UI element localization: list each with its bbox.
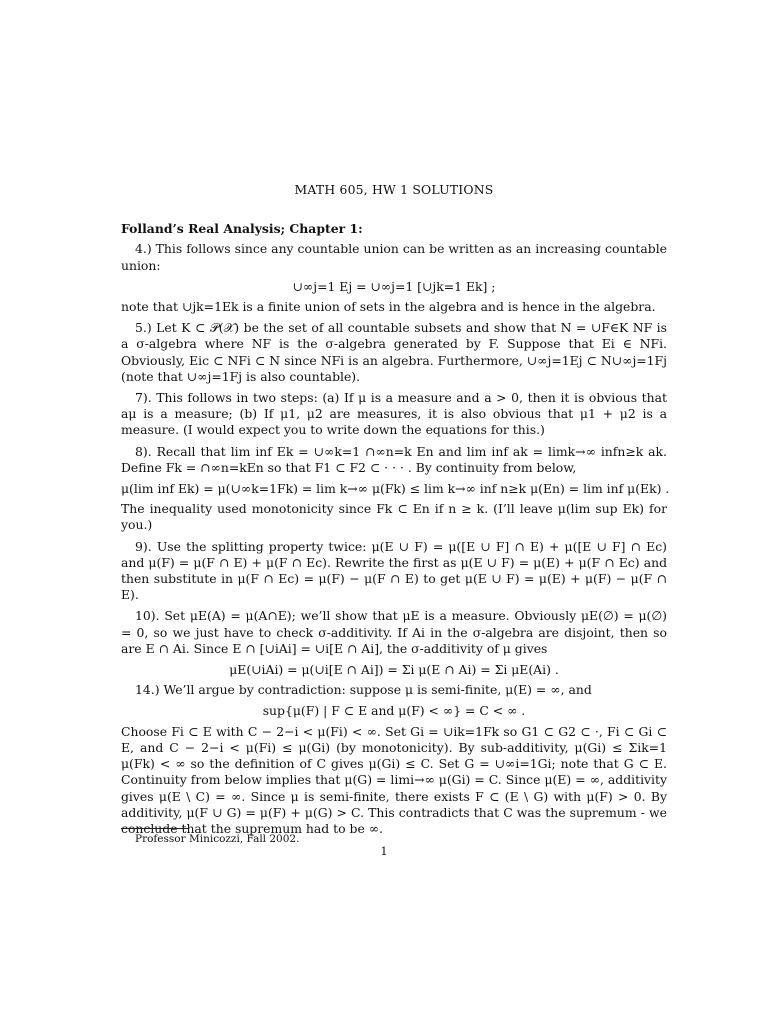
footnote-divider (121, 828, 189, 829)
problem-10-text: 10). Set μE(A) = μ(A∩E); we’ll show that μE is a measure. Obviously μE(∅) = μ(∅) = 0, so we just have to check σ-additivity. If Ai in the σ-algebra are disjoint, then so are E ∩ Ai. Since E ∩ [∪iAi] = ∪i[E ∩ Ai], the σ-additivity of μ gives (121, 608, 667, 656)
problem-14-text: 14.) We’ll argue by contradiction: suppose μ is semi-finite, μ(E) = ∞, and (135, 682, 592, 698)
problem-4-after: note that ∪jk=1Ek is a finite union of sets in the algebra and is hence in the algebra. (121, 299, 656, 315)
problem-8-text: 8). Recall that lim inf Ek = ∪∞k=1 ∩∞n=k En and lim inf ak = limk→∞ infn≥k ak. Define Fk = ∩∞n=kEn so that F1 ⊂ F2 ⊂ · · · . By continuity from below, (121, 443, 667, 475)
problem-9-text: 9). Use the splitting property twice: μ(E ∪ F) = μ([E ∪ F] ∩ E) + μ([E ∪ F] ∩ Ec) and μ(F) = μ(F ∩ E) + μ(F ∩ Ec). Rewrite the first as μ(E ∪ F) = μ(E) + μ(F ∩ Ec) and then substitute in μ(F ∩ Ec) = μ(F) − μ(F ∩ E) to get μ(E ∪ F) = μ(E) + μ(F) − μ(F ∩ E). (121, 538, 667, 603)
problem-4-equation: ∪∞j=1 Ej = ∪∞j=1 [∪jk=1 Ek] ; (292, 278, 496, 294)
problem-8-after: The inequality used monotonicity since Fk ⊂ En if n ≥ k. (I’ll leave μ(lim sup Ek) for you.) (121, 501, 667, 533)
footnote: Professor Minicozzi, Fall 2002. (135, 833, 300, 845)
problem-7-text: 7). This follows in two steps: (a) If μ is a measure and a > 0, then it is obvious that aμ is a measure; (b) If μ1, μ2 are measures, it is also obvious that μ1 + μ2 is a measure. (I would expect you to write down the equations for this.) (121, 390, 667, 438)
page-number: 1 (380, 845, 388, 858)
document-title: MATH 605, HW 1 SOLUTIONS (294, 182, 494, 197)
problem-8-equation: μ(lim inf Ek) = μ(∪∞k=1Fk) = lim k→∞ μ(Fk) ≤ lim k→∞ inf n≥k μ(En) = lim inf μ(Ek) . (121, 481, 670, 497)
problem-10-equation: μE(∪iAi) = μ(∪i[E ∩ Ai]) = Σi μ(E ∩ Ai) = Σi μE(Ai) . (229, 662, 559, 678)
problem-5-text: 5.) Let K ⊂ 𝒫(𝒳) be the set of all countable subsets and show that N = ∪F∈K NF is a σ-algebra where NF is the σ-algebra generated by F. Suppose that Ei ∈ NFi. Obviously, Eic ⊂ NFi ⊂ N since NFi is an algebra. Furthermore, ∪∞j=1Ej ⊂ N∪∞j=1Fj (note that ∪∞j=1Fj is also countable). (121, 320, 667, 384)
problem-14-equation: sup{μ(F) | F ⊂ E and μ(F) < ∞} = C < ∞ . (262, 703, 526, 719)
problem-4-text: 4.) This follows since any countable union can be written as an increasing countable union: (121, 241, 667, 273)
document-body (121, 178, 670, 842)
problem-14-after: Choose Fi ⊂ E with C − 2−i < μ(Fi) < ∞. Set Gi = ∪ik=1Fk so G1 ⊂ G2 ⊂ ·, Fi ⊂ Gi ⊂ E, and C − 2−i < μ(Fi) ≤ μ(Gi) (by monotonicity). By sub-additivity, μ(Gi) ≤ Σik=1 μ(Fk) < ∞ so the definition of C gives μ(Gi) ≤ C. Set G = ∪∞i=1Gi; note that G ⊂ E. Continuity from below implies that μ(G) = limi→∞ μ(Gi) = C. Since μ(E) = ∞, additivity gives μ(E \ C) = ∞. Since μ is semi-finite, there exists F ⊂ (E \ G) with μ(F) > 0. By additivity, μ(F ∪ G) = μ(F) + μ(G) > C. This contradicts that C was the supremum - we conclude that the supremum had to be ∞. (121, 723, 667, 836)
section-heading: Folland’s Real Analysis; Chapter 1: (121, 221, 363, 237)
